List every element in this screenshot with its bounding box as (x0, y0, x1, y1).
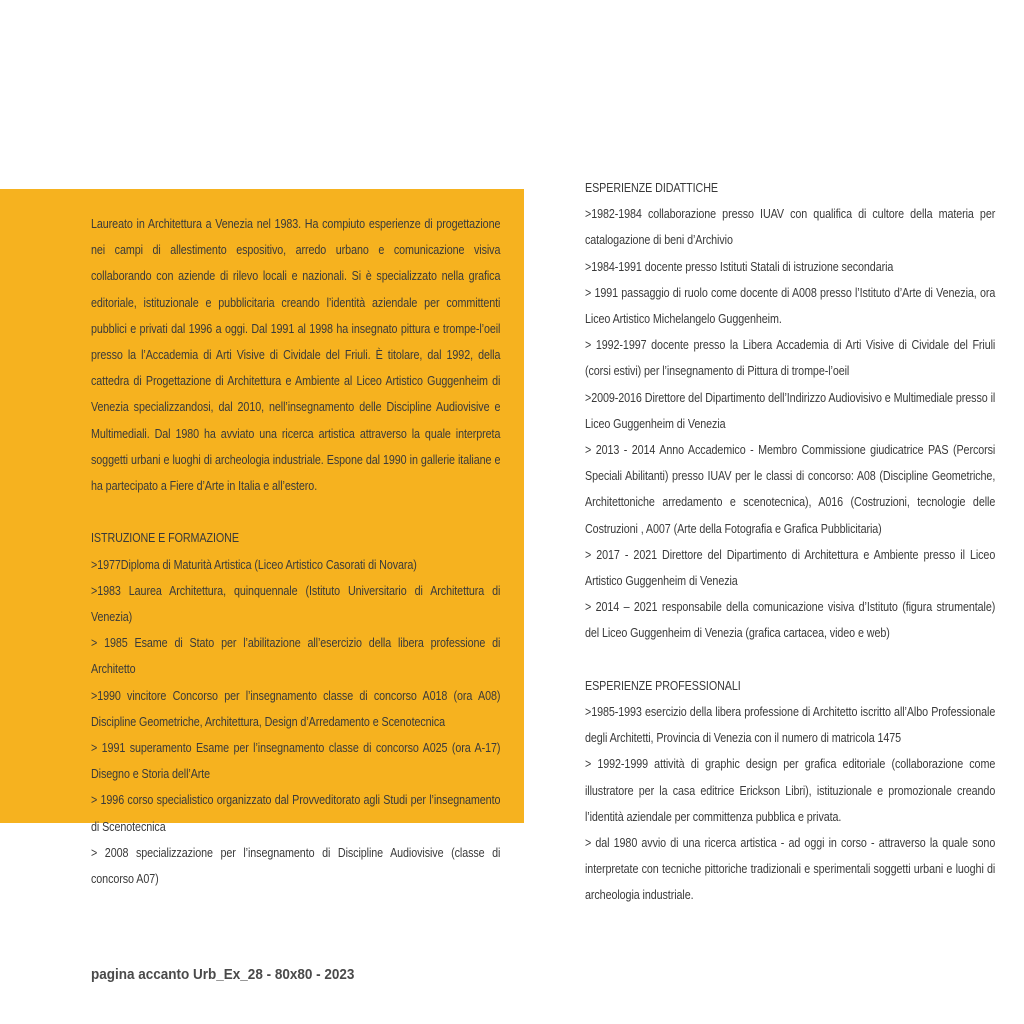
bio-paragraph: Laureato in Architettura a Venezia nel 1983. Ha compiuto esperienze di progettazione nei campi di allestimento espositivo, arredo urbano e comunicazione visiva collaborando con aziende di rilevo locali e nazionali. Si è specializzato nella grafica editoriale, istituzionale e pubblicitaria creando l’identità aziendale per committenti pubblici e privati dal 1996 a oggi. Dal 1991 al 1998 ha insegnato pittura e trompe-l’oeil presso la l’Accademia di Arti Visive di Cividale del Friuli. È titolare, dal 1992, della cattedra di Progettazione di Architettura e Ambiente al Liceo Artistico Guggenheim di Venezia specializzandosi, dal 2010, nell’insegnamento delle Discipline Audiovisive e Multimediali. Dal 1980 ha avviato una ricerca artistica attraverso la quale interpreta soggetti urbani e luoghi di archeologia industriale. Espone dal 1990 in gallerie italiane e ha partecipato a Fiere d’Arte in Italia e all’estero. (91, 217, 501, 494)
istruzione-item: >1983 Laurea Architettura, quinquennale (Istituto Universitario di Architettura di Venezia) (91, 583, 501, 625)
professionali-heading: ESPERIENZE PROFESSIONALI (585, 678, 741, 693)
istruzione-item: >1977Diploma di Maturità Artistica (Liceo Artistico Casorati di Novara) (91, 557, 417, 572)
right-column (585, 175, 995, 909)
istruzione-item: > 1991 superamento Esame per l’insegnamento classe di concorso A025 (ora A-17) Disegno e Storia dell’Arte (91, 741, 501, 782)
didattiche-item: > 1991 passaggio di ruolo come docente di A008 presso l’Istituto d’Arte di Venezia, ora Liceo Artistico Michelangelo Guggenheim. (585, 285, 996, 327)
istruzione-heading: ISTRUZIONE E FORMAZIONE (91, 531, 239, 546)
didattiche-item: > 2017 - 2021 Direttore del Dipartimento di Architettura e Ambiente presso il Liceo Artistico Guggenheim di Venezia (585, 547, 996, 589)
professionali-item: >1985-1993 esercizio della libera professione di Architetto iscritto all’Albo Professionale degli Architetti, Provincia di Venezia con il numero di matricola 1475 (585, 705, 996, 746)
istruzione-item: > 1996 corso specialistico organizzato dal Provveditorato agli Studi per l’insegnamento di Scenotecnica (91, 793, 501, 834)
didattiche-heading: ESPERIENZE DIDATTICHE (585, 181, 718, 195)
didattiche-item: > 1992-1997 docente presso la Libera Accademia di Arti Visive di Cividale del Friuli (corsi estivi) per l’insegnamento di Pittura di trompe-l’oeil (585, 338, 996, 379)
didattiche-item: >1982-1984 collaborazione presso IUAV con qualifica di cultore della materia per catalogazione di beni d’Archivio (585, 207, 996, 248)
istruzione-item: >1990 vincitore Concorso per l’insegnamento classe di concorso A018 (ora A08) Discipline Geometriche, Architettura, Design d’Arredamento e Scenotecnica (91, 688, 501, 729)
left-column (91, 211, 500, 892)
didattiche-item: >1984-1991 docente presso Istituti Statali di istruzione secondaria (585, 259, 894, 274)
didattiche-item: > 2014 – 2021 responsabile della comunicazione visiva d’Istituto (figura strumentale) del Liceo Guggenheim di Venezia (grafica cartacea, video e web) (585, 600, 996, 641)
didattiche-item: > 2013 - 2014 Anno Accademico - Membro Commissione giudicatrice PAS (Percorsi Speciali Abilitanti) presso IUAV per le classi di concorso: A08 (Discipline Geometriche, Architettoniche arredamento e scenotecnica), A016 (Costruzioni, tecnologie delle Costruzioni , A007 (Arte della Fotografia e Grafica Pubblicitaria) (585, 443, 996, 536)
spacer (585, 647, 995, 673)
istruzione-item: > 2008 specializzazione per l’insegnamento di Discipline Audiovisive (classe di concorso A07) (91, 845, 501, 887)
professionali-item: > 1992-1999 attività di graphic design per grafica editoriale (collaborazione come illustratore per la casa editrice Erickson Libri), istituzionale e promozionale creando l’identità aziendale per committenza pubblica e privata. (585, 757, 996, 824)
footer-caption: pagina accanto Urb_Ex_28 - 80x80 - 2023 (91, 966, 355, 983)
professionali-item: > dal 1980 avvio di una ricerca artistica - ad oggi in corso - attraverso la quale sono interpretate con tecniche pittoriche tradizionali e sperimentali soggetti urbani e luoghi di archeologia industriale. (585, 836, 996, 903)
didattiche-item: >2009-2016 Direttore del Dipartimento dell’Indirizzo Audiovisivo e Multimediale presso il Liceo Guggenheim di Venezia (585, 390, 996, 431)
spacer (91, 499, 500, 525)
istruzione-item: > 1985 Esame di Stato per l’abilitazione all’esercizio della libera professione di Architetto (91, 636, 501, 677)
